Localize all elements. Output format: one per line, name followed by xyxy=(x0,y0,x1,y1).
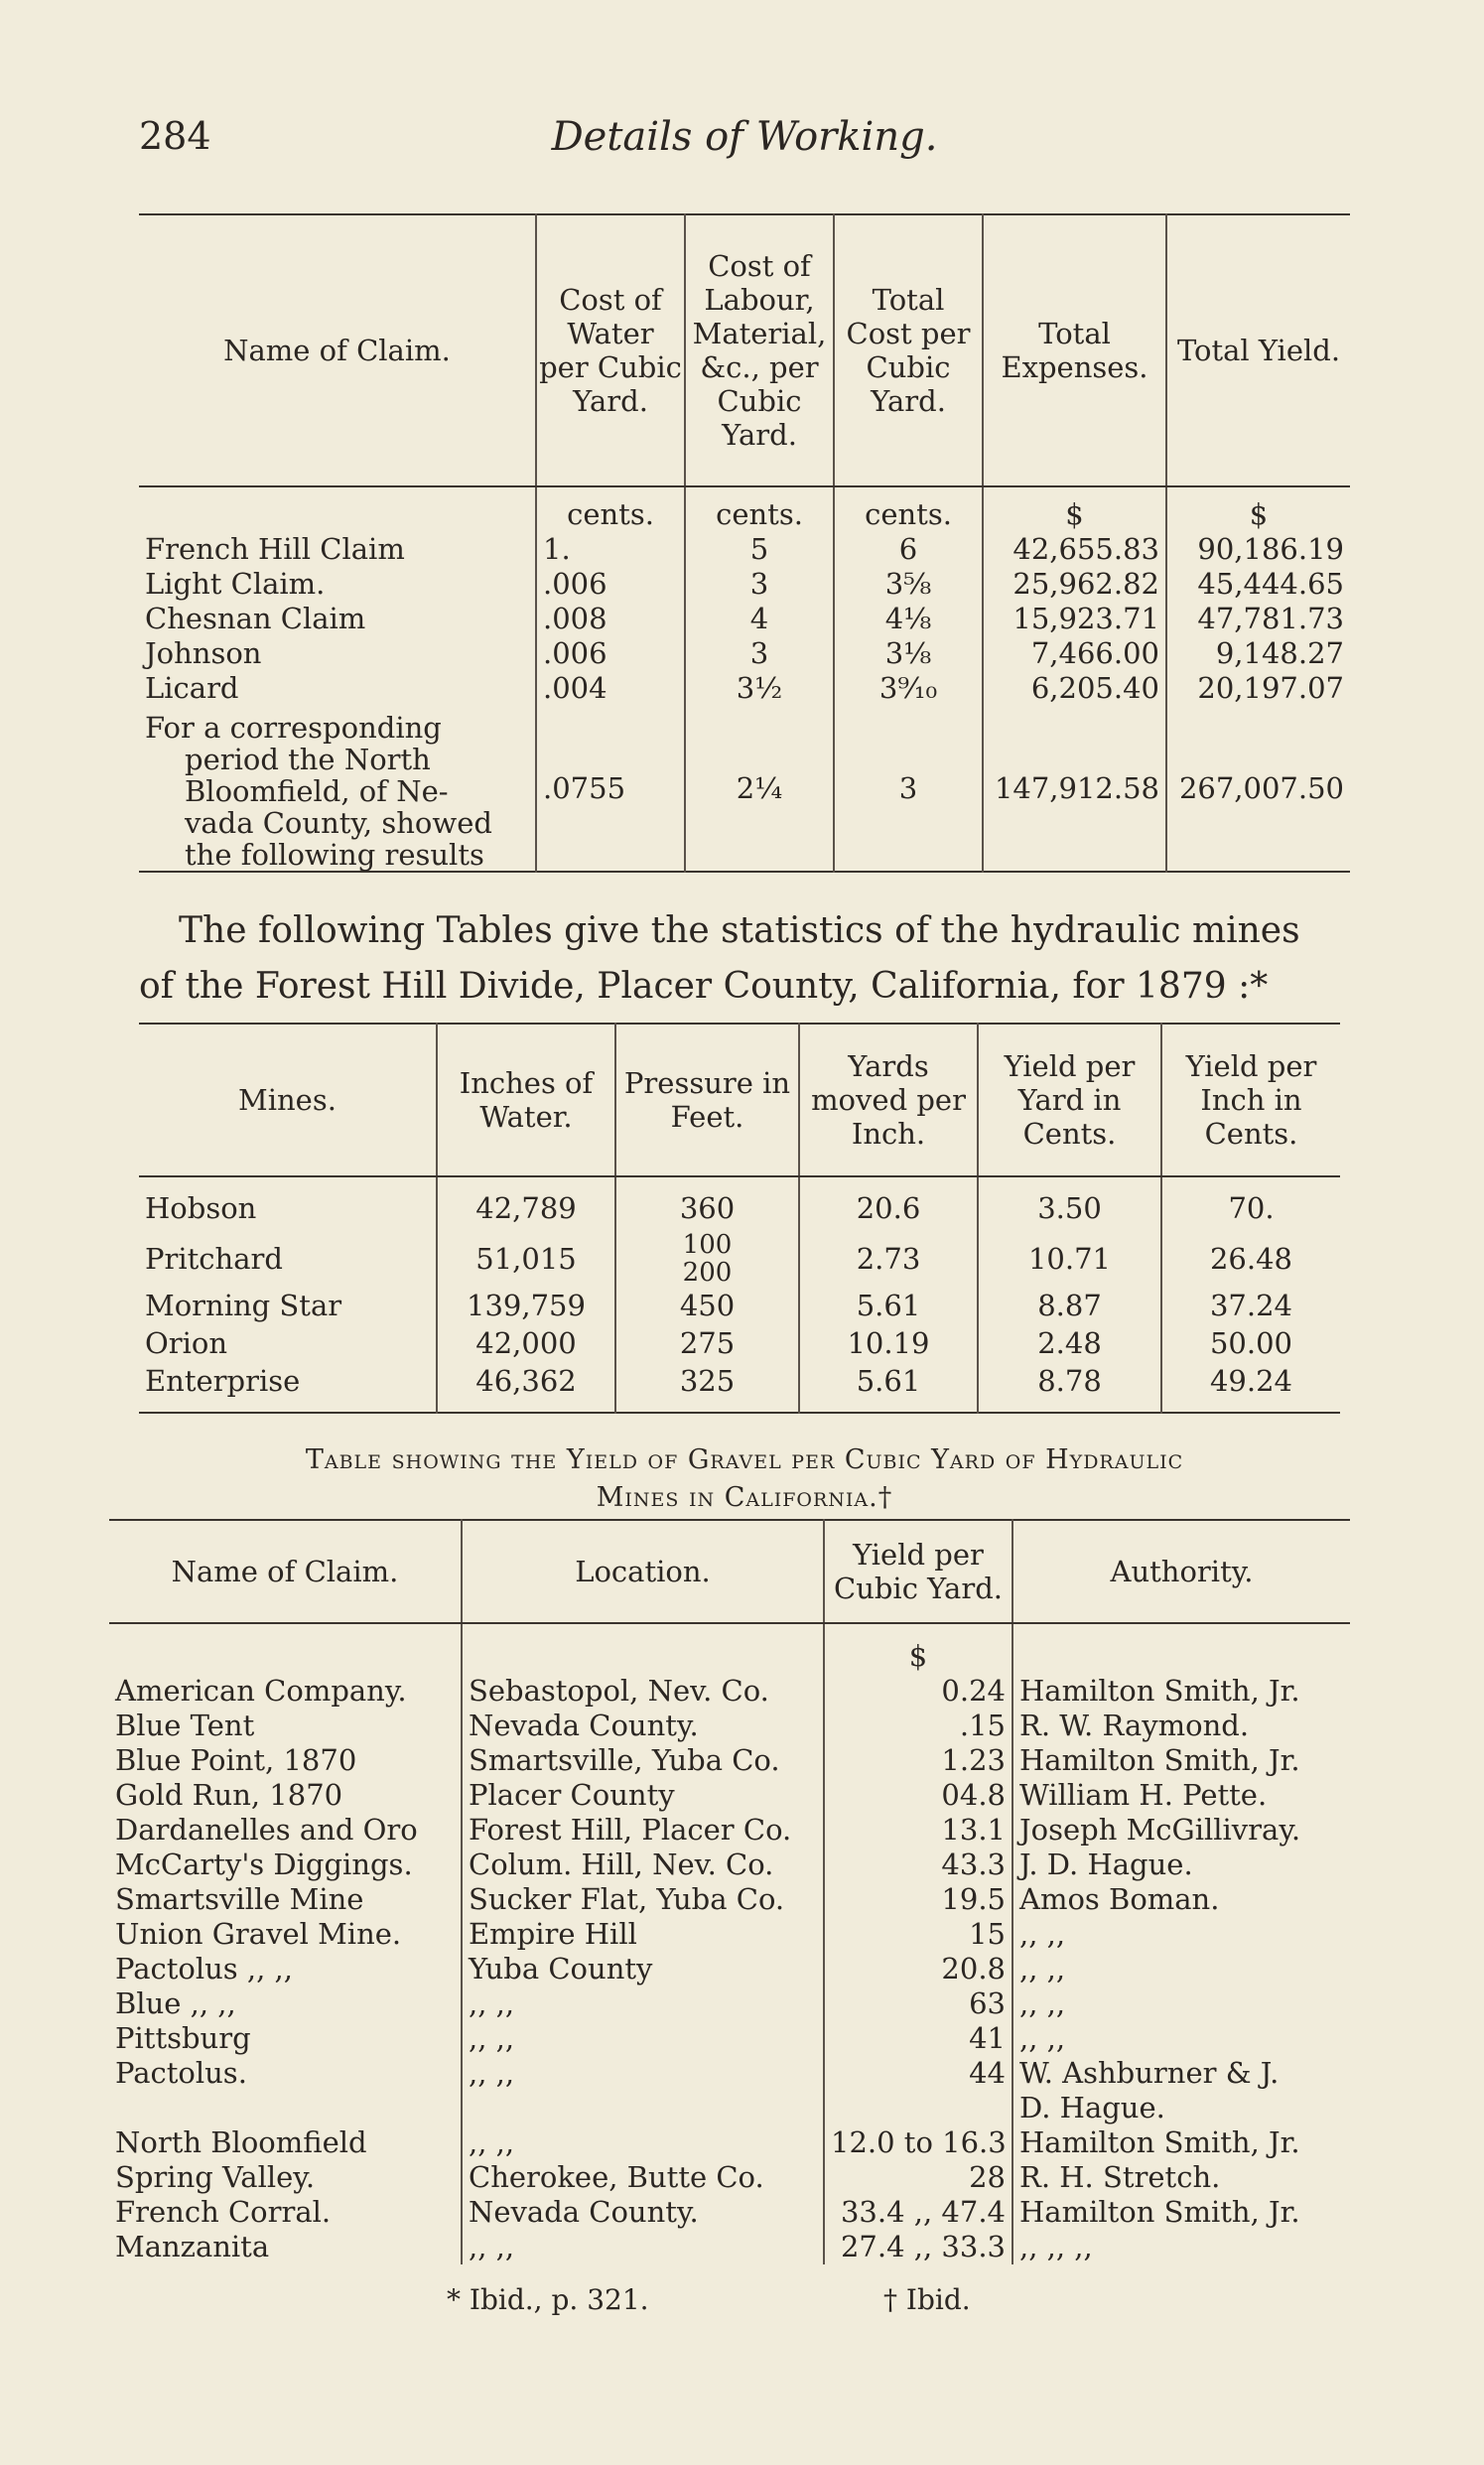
yield-per-cubic-yard: 44 xyxy=(824,2056,1012,2091)
yield-per-cubic-yard: 19.5 xyxy=(824,1882,1012,1917)
yield-per-inch: 37.24 xyxy=(1161,1289,1340,1326)
t1-units-row xyxy=(139,497,1350,532)
t1-unit-total: cents. xyxy=(834,497,983,532)
claim-name: Pactolus ,, ,, xyxy=(115,1952,293,1986)
yield-per-cubic-yard: 04.8 xyxy=(824,1778,1012,1813)
claim-name: North Bloomfield xyxy=(115,2125,367,2159)
label-line: For a corresponding xyxy=(145,711,442,745)
caption-line-2: Mines in California.† xyxy=(596,1482,893,1513)
label-line: Bloomfield, of Ne- xyxy=(185,774,449,808)
authority: ,, ,, xyxy=(1012,2021,1350,2056)
location: Forest Hill, Placer Co. xyxy=(462,1813,824,1848)
running-title: Details of Working. xyxy=(551,114,938,160)
location: ,, ,, xyxy=(462,2125,824,2160)
yield-per-yard: 3.50 xyxy=(978,1176,1161,1229)
t2-header-mines: Mines. xyxy=(139,1024,437,1176)
pressure: 325 xyxy=(615,1364,799,1413)
table-row xyxy=(109,1882,1350,1917)
total-expenses: 7,466.00 xyxy=(983,636,1166,671)
paragraph-line-2: of the Forest Hill Divide, Placer County, California, for 1879 :* xyxy=(139,966,1269,1007)
total-cost: 3⅛ xyxy=(834,636,983,671)
table-row xyxy=(109,1848,1350,1882)
inches-of-water: 51,015 xyxy=(437,1229,615,1289)
authority: J. D. Hague. xyxy=(1012,1848,1350,1882)
t2-header-yield-yard: Yield per Yard in Cents. xyxy=(978,1024,1161,1176)
authority: R. H. Stretch. xyxy=(1012,2160,1350,2195)
yield-per-cubic-yard: 28 xyxy=(824,2160,1012,2195)
table-row xyxy=(139,532,1350,567)
page-number: 284 xyxy=(139,114,211,158)
total-cost: 3 xyxy=(834,706,983,872)
north-bloomfield-label xyxy=(139,706,536,872)
t1-unit-water: cents. xyxy=(536,497,685,532)
water-cost: 1. xyxy=(536,532,685,567)
claim-name: Spring Valley. xyxy=(115,2160,316,2194)
pressure: 275 xyxy=(615,1326,799,1364)
claim-name: McCarty's Diggings. xyxy=(115,1848,413,1881)
mine-name: Orion xyxy=(145,1326,228,1360)
yield-per-inch: 70. xyxy=(1161,1176,1340,1229)
yield-per-cubic-yard: 15 xyxy=(824,1917,1012,1952)
table-row xyxy=(139,1229,1340,1289)
yards-moved: 10.19 xyxy=(799,1326,978,1364)
location xyxy=(462,2091,824,2125)
labour-cost: 3½ xyxy=(685,671,834,706)
yield-per-yard: 2.48 xyxy=(978,1326,1161,1364)
running-header xyxy=(139,114,1350,174)
labour-cost: 3 xyxy=(685,636,834,671)
t3-unit: $ xyxy=(824,1623,1012,1674)
table3-caption xyxy=(139,1441,1350,1517)
t2-header-pressure: Pressure in Feet. xyxy=(615,1024,799,1176)
yards-moved: 2.73 xyxy=(799,1229,978,1289)
claim-name xyxy=(109,2091,462,2125)
yield-per-cubic-yard: 43.3 xyxy=(824,1848,1012,1882)
claim-name: Smartsville Mine xyxy=(115,1882,364,1916)
total-cost: 6 xyxy=(834,532,983,567)
t3-header-location: Location. xyxy=(462,1520,824,1623)
yield-per-cubic-yard: 33.4 ,, 47.4 xyxy=(824,2195,1012,2230)
table-row xyxy=(139,1364,1340,1413)
t1-header-yield: Total Yield. xyxy=(1166,214,1350,486)
pressure: 450 xyxy=(615,1289,799,1326)
water-cost: .0755 xyxy=(536,706,685,872)
table-row xyxy=(139,706,1350,872)
yield-per-cubic-yard xyxy=(824,2091,1012,2125)
location: Empire Hill xyxy=(462,1917,824,1952)
claim-name: Light Claim. xyxy=(145,567,326,601)
yield-per-yard: 8.87 xyxy=(978,1289,1161,1326)
claim-name: Pactolus. xyxy=(115,2056,247,2090)
pressure-value: 200 xyxy=(682,1258,733,1288)
mine-name: Pritchard xyxy=(145,1241,283,1276)
table-row xyxy=(109,1986,1350,2021)
location: Sebastopol, Nev. Co. xyxy=(462,1674,824,1709)
inches-of-water: 42,000 xyxy=(437,1326,615,1364)
location: ,, ,, xyxy=(462,1986,824,2021)
total-expenses: 15,923.71 xyxy=(983,602,1166,636)
t1-header-expenses: Total Expenses. xyxy=(983,214,1166,486)
location: Smartsville, Yuba Co. xyxy=(462,1743,824,1778)
label-line: the following results xyxy=(185,838,484,872)
yield-per-cubic-yard: 20.8 xyxy=(824,1952,1012,1986)
table-row xyxy=(109,2021,1350,2056)
t2-header-inches: Inches of Water. xyxy=(437,1024,615,1176)
intro-paragraph xyxy=(139,903,1350,1015)
caption-line-1: Table showing the Yield of Gravel per Cubic Yard of Hydraulic xyxy=(305,1444,1184,1475)
table-row xyxy=(109,1709,1350,1743)
t3-header-authority: Authority. xyxy=(1012,1520,1350,1623)
yield-per-cubic-yard: 12.0 to 16.3 xyxy=(824,2125,1012,2160)
table-row xyxy=(109,2125,1350,2160)
location: Cherokee, Butte Co. xyxy=(462,2160,824,2195)
label-line: vada County, showed xyxy=(185,806,492,840)
claim-name: Chesnan Claim xyxy=(145,602,366,635)
location: ,, ,, xyxy=(462,2230,824,2264)
claim-name: Blue ,, ,, xyxy=(115,1986,236,2020)
t3-header-yield: Yield per Cubic Yard. xyxy=(824,1520,1012,1623)
label-line: period the North xyxy=(185,743,431,776)
table-row xyxy=(109,2056,1350,2091)
pressure: 360 xyxy=(615,1176,799,1229)
total-expenses: 147,912.58 xyxy=(983,706,1166,872)
total-expenses: 42,655.83 xyxy=(983,532,1166,567)
table-row xyxy=(139,1289,1340,1326)
footnote-star: * Ibid., p. 321. xyxy=(447,2283,649,2316)
table-row xyxy=(139,1326,1340,1364)
labour-cost: 5 xyxy=(685,532,834,567)
t2-header-yield-inch: Yield per Inch in Cents. xyxy=(1161,1024,1340,1176)
inches-of-water: 46,362 xyxy=(437,1364,615,1413)
t3-header-name: Name of Claim. xyxy=(109,1520,462,1623)
total-expenses: 6,205.40 xyxy=(983,671,1166,706)
table-row xyxy=(109,1952,1350,1986)
t1-unit-expenses: $ xyxy=(983,497,1166,532)
total-cost: 3⅝ xyxy=(834,567,983,602)
table-row xyxy=(109,1674,1350,1709)
yield-per-yard: 10.71 xyxy=(978,1229,1161,1289)
location: ,, ,, xyxy=(462,2021,824,2056)
authority: ,, ,, xyxy=(1012,1986,1350,2021)
yield-per-cubic-yard: 41 xyxy=(824,2021,1012,2056)
inches-of-water: 139,759 xyxy=(437,1289,615,1326)
authority: William H. Pette. xyxy=(1012,1778,1350,1813)
table-row xyxy=(109,1917,1350,1952)
yield-per-cubic-yard: 0.24 xyxy=(824,1674,1012,1709)
claim-name: Johnson xyxy=(145,636,262,670)
gravel-yield-table xyxy=(109,1519,1350,2264)
forest-hill-mines-table xyxy=(139,1023,1340,1414)
yield-per-inch: 50.00 xyxy=(1161,1326,1340,1364)
claim-name: French Corral. xyxy=(115,2195,332,2229)
location: Yuba County xyxy=(462,1952,824,1986)
authority: Hamilton Smith, Jr. xyxy=(1012,1743,1350,1778)
authority: Hamilton Smith, Jr. xyxy=(1012,1674,1350,1709)
authority: Amos Boman. xyxy=(1012,1882,1350,1917)
yield-per-inch: 26.48 xyxy=(1161,1229,1340,1289)
yield-per-inch: 49.24 xyxy=(1161,1364,1340,1413)
authority: R. W. Raymond. xyxy=(1012,1709,1350,1743)
labour-cost: 3 xyxy=(685,567,834,602)
claim-name: French Hill Claim xyxy=(145,532,405,566)
total-yield: 20,197.07 xyxy=(1166,671,1350,706)
labour-cost: 2¼ xyxy=(685,706,834,872)
water-cost: .004 xyxy=(536,671,685,706)
table-row xyxy=(139,636,1350,671)
authority: ,, ,, xyxy=(1012,1952,1350,1986)
table-row xyxy=(109,1813,1350,1848)
yield-per-cubic-yard: 27.4 ,, 33.3 xyxy=(824,2230,1012,2264)
total-cost: 4⅛ xyxy=(834,602,983,636)
table-row xyxy=(109,2230,1350,2264)
yards-moved: 5.61 xyxy=(799,1289,978,1326)
authority: W. Ashburner & J. xyxy=(1012,2056,1350,2091)
claim-name: Dardanelles and Oro xyxy=(115,1813,418,1847)
location: Nevada County. xyxy=(462,1709,824,1743)
table-row xyxy=(109,2091,1350,2125)
authority: ,, ,, xyxy=(1012,1917,1350,1952)
total-yield: 45,444.65 xyxy=(1166,567,1350,602)
yield-per-cubic-yard: 63 xyxy=(824,1986,1012,2021)
table-row xyxy=(139,567,1350,602)
yield-per-cubic-yard: 1.23 xyxy=(824,1743,1012,1778)
claim-name: Pittsburg xyxy=(115,2021,251,2055)
location: Placer County xyxy=(462,1778,824,1813)
table-row xyxy=(139,1176,1340,1229)
water-cost: .006 xyxy=(536,636,685,671)
yield-per-cubic-yard: 13.1 xyxy=(824,1813,1012,1848)
t1-header-labour: Cost of Labour, Material, &c., per Cubic Yard. xyxy=(685,214,834,486)
location: Sucker Flat, Yuba Co. xyxy=(462,1882,824,1917)
pressure-value: 100 xyxy=(682,1230,733,1260)
claim-name: Blue Point, 1870 xyxy=(115,1743,357,1777)
table-row xyxy=(109,2160,1350,2195)
yards-moved: 20.6 xyxy=(799,1176,978,1229)
t1-header-total-cost: Total Cost per Cubic Yard. xyxy=(834,214,983,486)
pressure-range xyxy=(615,1229,799,1289)
water-cost: .006 xyxy=(536,567,685,602)
claims-cost-table xyxy=(139,213,1350,873)
claim-name: Gold Run, 1870 xyxy=(115,1778,343,1812)
claim-name: Blue Tent xyxy=(115,1709,255,1742)
water-cost: .008 xyxy=(536,602,685,636)
t1-header-name: Name of Claim. xyxy=(139,214,536,486)
footnote-dagger: † Ibid. xyxy=(883,2283,971,2316)
table-row xyxy=(109,1778,1350,1813)
yards-moved: 5.61 xyxy=(799,1364,978,1413)
total-yield: 90,186.19 xyxy=(1166,532,1350,567)
t1-header-water: Cost of Water per Cubic Yard. xyxy=(536,214,685,486)
authority: Hamilton Smith, Jr. xyxy=(1012,2125,1350,2160)
total-cost: 3⁹⁄₁₀ xyxy=(834,671,983,706)
total-yield: 267,007.50 xyxy=(1166,706,1350,872)
total-expenses: 25,962.82 xyxy=(983,567,1166,602)
table-row xyxy=(109,1743,1350,1778)
claim-name: Licard xyxy=(145,671,239,705)
table-row xyxy=(139,602,1350,636)
yield-per-yard: 8.78 xyxy=(978,1364,1161,1413)
mine-name: Hobson xyxy=(145,1191,257,1225)
inches-of-water: 42,789 xyxy=(437,1176,615,1229)
yield-per-cubic-yard: .15 xyxy=(824,1709,1012,1743)
claim-name: Union Gravel Mine. xyxy=(115,1917,402,1951)
location: ,, ,, xyxy=(462,2056,824,2091)
authority: Joseph McGillivray. xyxy=(1012,1813,1350,1848)
t3-unit-row xyxy=(109,1623,1350,1674)
t1-unit-labour: cents. xyxy=(685,497,834,532)
authority: D. Hague. xyxy=(1012,2091,1350,2125)
paragraph-line-1: The following Tables give the statistics of the hydraulic mines xyxy=(179,910,1300,951)
location: Colum. Hill, Nev. Co. xyxy=(462,1848,824,1882)
t1-unit-yield: $ xyxy=(1166,497,1350,532)
claim-name: Manzanita xyxy=(115,2230,270,2263)
t2-header-yards: Yards moved per Inch. xyxy=(799,1024,978,1176)
location: Nevada County. xyxy=(462,2195,824,2230)
total-yield: 47,781.73 xyxy=(1166,602,1350,636)
table-row xyxy=(109,2195,1350,2230)
authority: Hamilton Smith, Jr. xyxy=(1012,2195,1350,2230)
authority: ,, ,, ,, xyxy=(1012,2230,1350,2264)
claim-name: American Company. xyxy=(115,1674,407,1708)
mine-name: Enterprise xyxy=(145,1364,301,1398)
mine-name: Morning Star xyxy=(145,1289,342,1322)
table-row xyxy=(139,671,1350,706)
labour-cost: 4 xyxy=(685,602,834,636)
total-yield: 9,148.27 xyxy=(1166,636,1350,671)
